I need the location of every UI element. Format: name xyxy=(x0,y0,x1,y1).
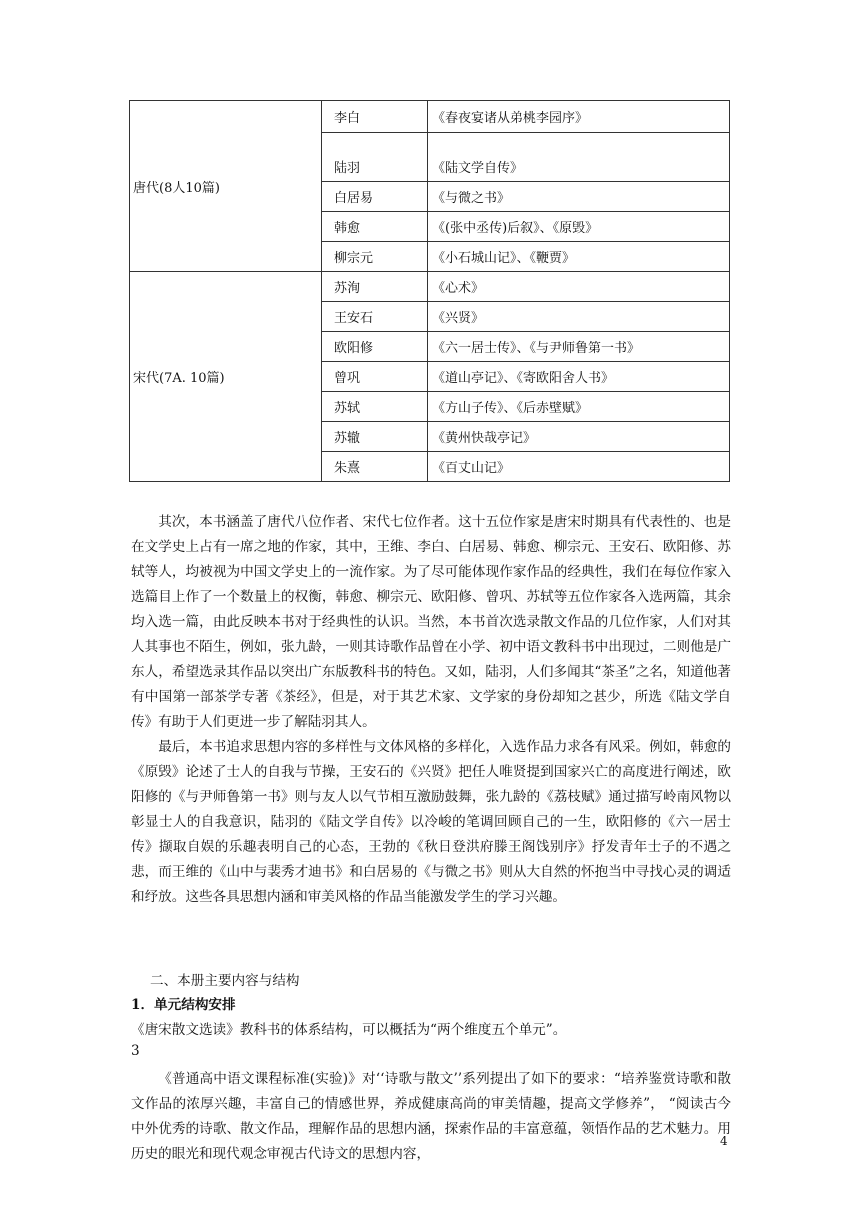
standards-paragraph xyxy=(131,1067,731,1167)
author-cell: 陆羽 xyxy=(322,133,428,182)
works-cell: 《黄州快哉亭记》 xyxy=(428,422,730,452)
footnote-number: 3 xyxy=(131,1043,140,1059)
works-cell: 《(张中丞传)后叙》、《原毁》 xyxy=(428,212,730,242)
author-cell: 苏洵 xyxy=(322,272,428,302)
works-cell: 《百丈山记》 xyxy=(428,452,730,482)
author-cell: 韩愈 xyxy=(322,212,428,242)
dynasty-cell-song: 宋代(7A. 10篇) xyxy=(130,272,322,482)
author-cell: 白居易 xyxy=(322,182,428,212)
author-cell: 欧阳修 xyxy=(322,332,428,362)
works-cell: 《陆文学自传》 xyxy=(428,133,730,182)
works-cell: 《方山子传》、《后赤壁赋》 xyxy=(428,392,730,422)
author-cell: 李白 xyxy=(322,101,428,133)
author-cell: 朱熹 xyxy=(322,452,428,482)
works-cell: 《春夜宴诸从弟桃李园序》 xyxy=(428,101,730,133)
author-cell: 王安石 xyxy=(322,302,428,332)
works-cell: 《道山亭记》、《寄欧阳舍人书》 xyxy=(428,362,730,392)
works-cell: 《心术》 xyxy=(428,272,730,302)
dynasty-cell-tang: 唐代(8人10篇) xyxy=(130,101,322,272)
works-cell: 《小石城山记》、《鞭贾》 xyxy=(428,242,730,272)
author-cell: 苏轼 xyxy=(322,392,428,422)
table-row xyxy=(130,101,730,133)
paragraph-standards: 《普通高中语文课程标准(实验)》对‘‘诗歌与散文’’系列提出了如下的要求：“培养鉴赏诗歌和散文作品的浓厚兴趣，丰富自己的情感世界，养成健康高尚的审美情趣，提高文学修养”， “阅读古今中外优秀的诗歌、散文作品，理解作品的思想内涵，探索作品的丰富意蕴，领悟作品的艺术魅力。用历史的眼光和现代观念审视古代诗文的思想内容， xyxy=(131,1071,731,1162)
body-paragraphs xyxy=(131,510,731,910)
author-cell: 苏辙 xyxy=(322,422,428,452)
author-cell: 柳宗元 xyxy=(322,242,428,272)
structure-line: 《唐宋散文选读》教科书的体系结构，可以概括为“两个维度五个单元”。 xyxy=(131,1022,567,1038)
works-cell: 《与微之书》 xyxy=(428,182,730,212)
page-number: 4 xyxy=(720,1134,728,1148)
works-table xyxy=(129,100,730,482)
works-cell: 《六一居士传》、《与尹师鲁第一书》 xyxy=(428,332,730,362)
paragraph-authors: 其次，本书涵盖了唐代八位作者、宋代七位作者。这十五位作家是唐宋时期具有代表性的、也是在文学史上占有一席之地的作家，其中，王维、李白、白居易、韩愈、柳宗元、王安石、欧阳修、苏轼等人，均被视为中国文学史上的一流作家。为了尽可能体现作家作品的经典性，我们在每位作家入选篇目上作了一个数量上的权衡，韩愈、柳宗元、欧阳修、曾巩、苏轼等五位作家各入选两篇，其余均入选一篇，由此反映本书对于经典性的认识。当然，本书首次选录散文作品的几位作家，人们对其人其事也不陌生，例如，张九龄，一则其诗歌作品曾在小学、初中语文教科书中出现过，二则他是广东人，希望选录其作品以突出广东版教科书的特色。又如，陆羽，人们多闻其“茶圣”之名，知道他著有中国第一部茶学专著《茶经》，但是，对于其艺术家、文学家的身份却知之甚少，所选《陆文学自传》有助于人们更进一步了解陆羽其人。 xyxy=(131,514,731,730)
paragraph-diversity: 最后，本书追求思想内容的多样性与文体风格的多样化，入选作品力求各有风采。例如，韩愈的《原毁》论述了士人的自我与节操，王安石的《兴贤》把任人唯贤提到国家兴亡的高度进行阐述，欧阳修的《与尹师鲁第一书》则与友人以气节相互激励鼓舞，张九龄的《荔枝赋》通过描写岭南风物以彰显士人的自我意识，陆羽的《陆文学自传》以冷峻的笔调回顾自己的一生，欧阳修的《六一居士传》撷取自娱的乐趣表明自己的心态，王勃的《秋日登洪府滕王阁饯别序》抒发青年士子的不遇之悲，而王维的《山中与裴秀才迪书》和白居易的《与微之书》则从大自然的怀抱当中寻找心灵的调适和纾放。这些各具思想内涵和审美风格的作品当能激发学生的学习兴趣。 xyxy=(131,739,731,905)
section-heading: 二、本册主要内容与结构 xyxy=(150,973,300,989)
author-cell: 曾巩 xyxy=(322,362,428,392)
table-row xyxy=(130,272,730,302)
works-cell: 《兴贤》 xyxy=(428,302,730,332)
sub-heading: 1．单元结构安排 xyxy=(131,997,236,1013)
